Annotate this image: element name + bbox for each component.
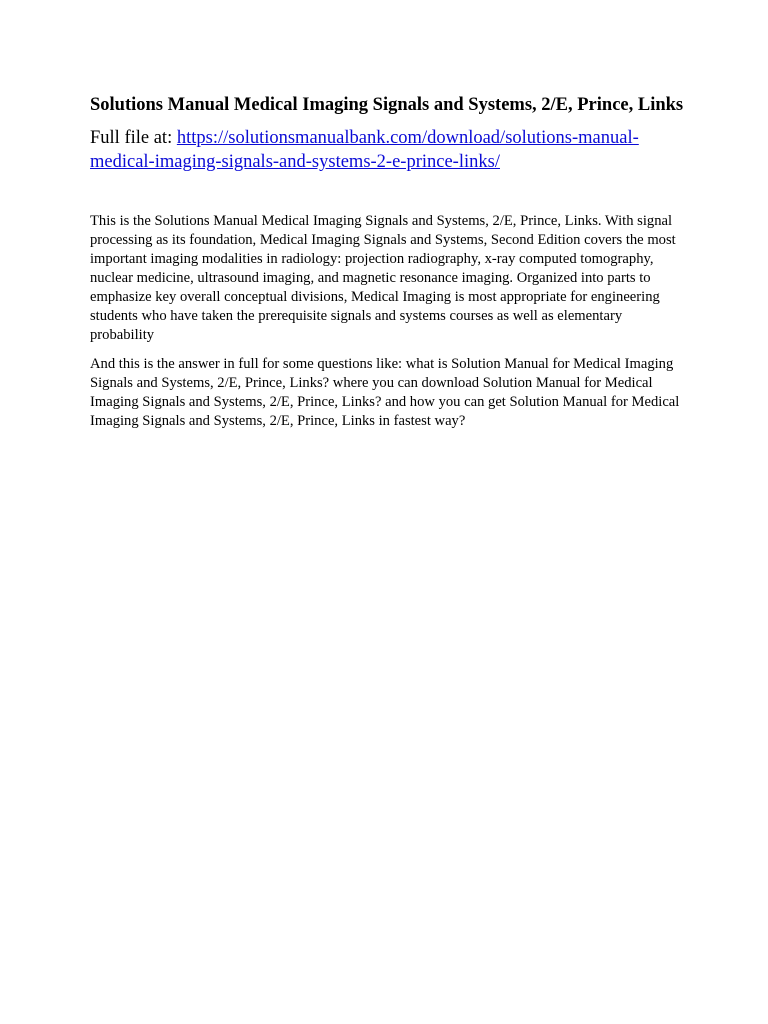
download-link[interactable]: https://solutionsmanualbank.com/download/solutions-manual-medical-imaging-signals-and-systems-2-e-prince-links/ bbox=[90, 128, 639, 172]
description-paragraph: This is the Solutions Manual Medical Imaging Signals and Systems, 2/E, Prince, Links. With signal processing as its foundation, Medical Imaging Signals and Systems, Second Edition covers the most important imaging modalities in radiology: projection radiography, x-ray computed tomography, nuclear medicine, ultrasound imaging, and magnetic resonance imaging. Organized into parts to emphasize key overall conceptual divisions, Medical Imaging is most appropriate for engineering students who have taken the prerequisite signals and systems courses as well as elementary probability bbox=[90, 213, 676, 343]
document-body bbox=[90, 93, 686, 431]
full-file-label: Full file at: bbox=[90, 128, 177, 148]
document-title: Solutions Manual Medical Imaging Signals and Systems, 2/E, Prince, Links bbox=[90, 95, 684, 115]
full-file-line bbox=[90, 126, 686, 174]
faq-paragraph: And this is the answer in full for some questions like: what is Solution Manual for Medical Imaging Signals and Systems, 2/E, Prince, Links? where you can download Solution Manual for Medical Imaging Signals and Systems, 2/E, Prince, Links? and how you can get Solution Manual for Medical Imaging Signals and Systems, 2/E, Prince, Links in fastest way? bbox=[90, 356, 680, 429]
